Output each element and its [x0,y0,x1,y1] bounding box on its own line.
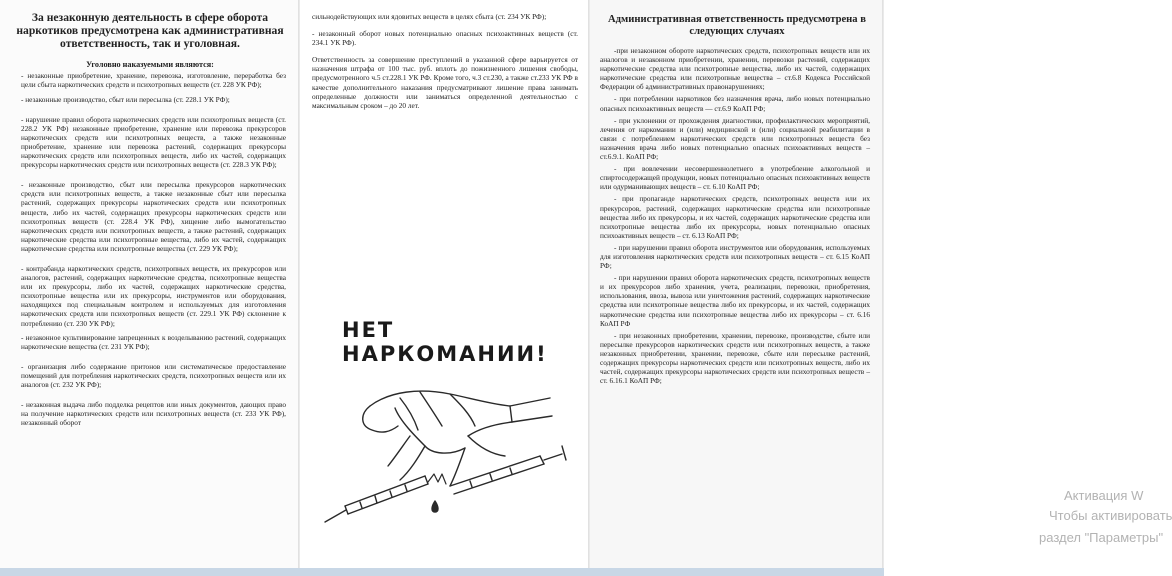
administrative-item: - при уклонении от прохождения диагностики, профилактических мероприятий, лечения от наркомании и (или) медицинской и (или) социальной реабилитации в связи с потреблением наркотических средств или психотропных веществ без назначения врача либо новых потенциально опасных психоактивных веществ – ст.6.9.1. КоАП РФ; [600,115,870,162]
criminal-item: - незаконные производство, сбыт или пересылка (ст. 228.1 УК РФ); [21,94,230,104]
watermark-line: Активация W [1064,488,1144,503]
broken-syringe-fist-icon [300,296,590,576]
anti-drug-poster [300,296,590,576]
criminal-item: - незаконная выдача либо подделка рецептов или иных документов, дающих право на получение наркотических средств или психотропных веществ (ст. 233 УК РФ), незаконный оборот [21,400,286,428]
criminal-item-continued: сильнодействующих или ядовитых веществ в целях сбыта (ст. 234 УК РФ); [312,12,547,21]
administrative-liability-title: Административная ответственность предусмотрена в следующих случаях [608,14,866,37]
criminal-liability-title: За незаконную деятельность в сфере оборота наркотиков предусмотрена как административная ответственность, так и уголовная. [16,11,284,50]
penalty-paragraph: Ответственность за совершение преступлений в указанной сфере варьируется от назначения штрафа от 100 тыс. руб. вплоть до пожизненного лишения свободы, предусмотренного ч.5 ст.228.1 УК РФ. Кроме того, ч.3 ст.230, а также ст.233 УК РФ в качестве дополнительного наказания предусматривают лишение права занимать определенные должности или заниматься определенной деятельностью с максимальным сроком – до 20 лет. [312,55,578,110]
bottom-edge-bar [0,568,884,576]
administrative-item: - при незаконных приобретении, хранении, перевозке, производстве, сбыте или пересылке прекурсоров наркотических средств или психотропных веществ, а также незаконных приобретении, хранении, перевозке, сбыте или пересылке растений, содержащих прекурсоры наркотических средств или психотропных веществ, либо их частей, содержащих прекурсоры наркотических средств или психотропных веществ – ст. 6.16.1 КоАП РФ; [600,330,870,386]
administrative-item: - при потреблении наркотиков без назначения врача, либо новых потенциально опасных психоактивных веществ — ст.6.9 КоАП РФ; [600,94,870,113]
criminal-item: - нарушение правил оборота наркотических средств или психотропных веществ (ст. 228.2 УК РФ) незаконные приобретение, хранение или перевозка прекурсоров наркотических средств или психотропных веществ, а также незаконные приобретение, хранение или перевозка растений, содержащих прекурсоры наркотических средств или психотропных веществ, либо их частей, содержащих прекурсоры наркотических средств или психотропных веществ (ст. 228.3 УК РФ); [21,114,286,170]
column-criminal-liability [0,0,300,576]
criminal-item: - незаконный оборот новых потенциально опасных психоактивных веществ (ст. 234.1 УК РФ). [312,29,578,48]
criminal-item: - незаконные производство, сбыт или пересылка прекурсоров наркотических средств или психотропных веществ, а также незаконные сбыт или пересылка растений, содержащих прекурсоры наркотических средств или психотропных веществ, либо их частей, содержащих прекурсоры наркотических средств или психотропных веществ (ст. 228.4 УК РФ), хищение либо вымогательство наркотических средств или психотропных веществ, а также растений, содержащих наркотические средства или психотропные вещества, либо их частей, содержащих наркотические средства или психотропные вещества (ст. 229 УК РФ); [21,180,286,253]
administrative-item: -при незаконном обороте наркотических средств, психотропных веществ или их аналогов и незаконном приобретении, хранении, перевозки растений, содержащих наркотические средства или психотропные вещества, либо их частей, содержащих наркотические средства или психотропные вещества – ст.6.8 Кодекса Российской Федерации об административных правонарушениях; [600,46,870,92]
criminal-item: - незаконное культивирование запрещенных к возделыванию растений, содержащих наркотические вещества (ст. 231 УК РФ); [21,332,286,351]
criminal-item: - организация либо содержание притонов или систематическое предоставление помещений для потребления наркотических средств, психотропных веществ или их аналогов (ст. 232 УК РФ); [21,361,286,390]
poster-title: НЕТ НАРКОМАНИИ! [342,318,548,366]
criminal-acts-subtitle: Уголовно наказуемыми являются: [86,60,214,70]
criminal-item: - незаконные приобретение, хранение, перевозка, изготовление, переработка без цели сбыта наркотических средств и психотропных веществ (ст. 228 УК РФ); [21,71,286,90]
administrative-item: - при нарушении правил оборота инструментов или оборудования, используемых для изготовления наркотических средств или психотропных веществ – ст. 6.15 КоАП РФ; [600,242,870,271]
administrative-item: - при вовлечении несовершеннолетнего в употребление алкогольной и спиртосодержащей продукции, новых потенциально опасных психоактивных веществ или одурманивающих веществ – ст. 6.10 КоАП РФ; [600,164,870,192]
administrative-item: - при пропаганде наркотических средств, психотропных веществ или их прекурсоров, растений, содержащих наркотические средства или психотропные вещества либо их прекурсоры, и их частей, содержащих наркотические средства или психотропные вещества либо их прекурсоры, новых потенциально опасных психоактивных веществ – ст. 6.13 КоАП РФ; [600,194,870,240]
column-administrative-liability [590,0,884,576]
column-middle [300,0,590,576]
administrative-item: - при нарушении правил оборота наркотических средств, психотропных веществ и их прекурсоров либо хранения, учета, реализации, перевозки, приобретения, использования, ввоза, вывоза или уничтожения растений, содержащих наркотические средства или психотропные вещества либо их прекурсоры, и их частей, содержащих наркотические средства или психотропные вещества либо их прекурсоры – ст. 6.16 КоАП РФ [600,273,870,328]
criminal-item: - контрабанда наркотических средств, психотропных веществ, их прекурсоров или аналогов, растений, содержащих наркотические средства, психотропные вещества или их прекурсоры, либо их частей, содержащих наркотические средства, психотропные вещества или их прекурсоры, инструментов или оборудования, находящихся под специальным контролем и используемых для изготовления наркотических средств или психотропных веществ (ст. 229.1 УК РФ) склонение к потреблению (ст. 230 УК РФ); [21,263,286,328]
watermark-line: раздел "Параметры" [1039,530,1164,545]
watermark-line: Чтобы активировать [1049,508,1172,523]
